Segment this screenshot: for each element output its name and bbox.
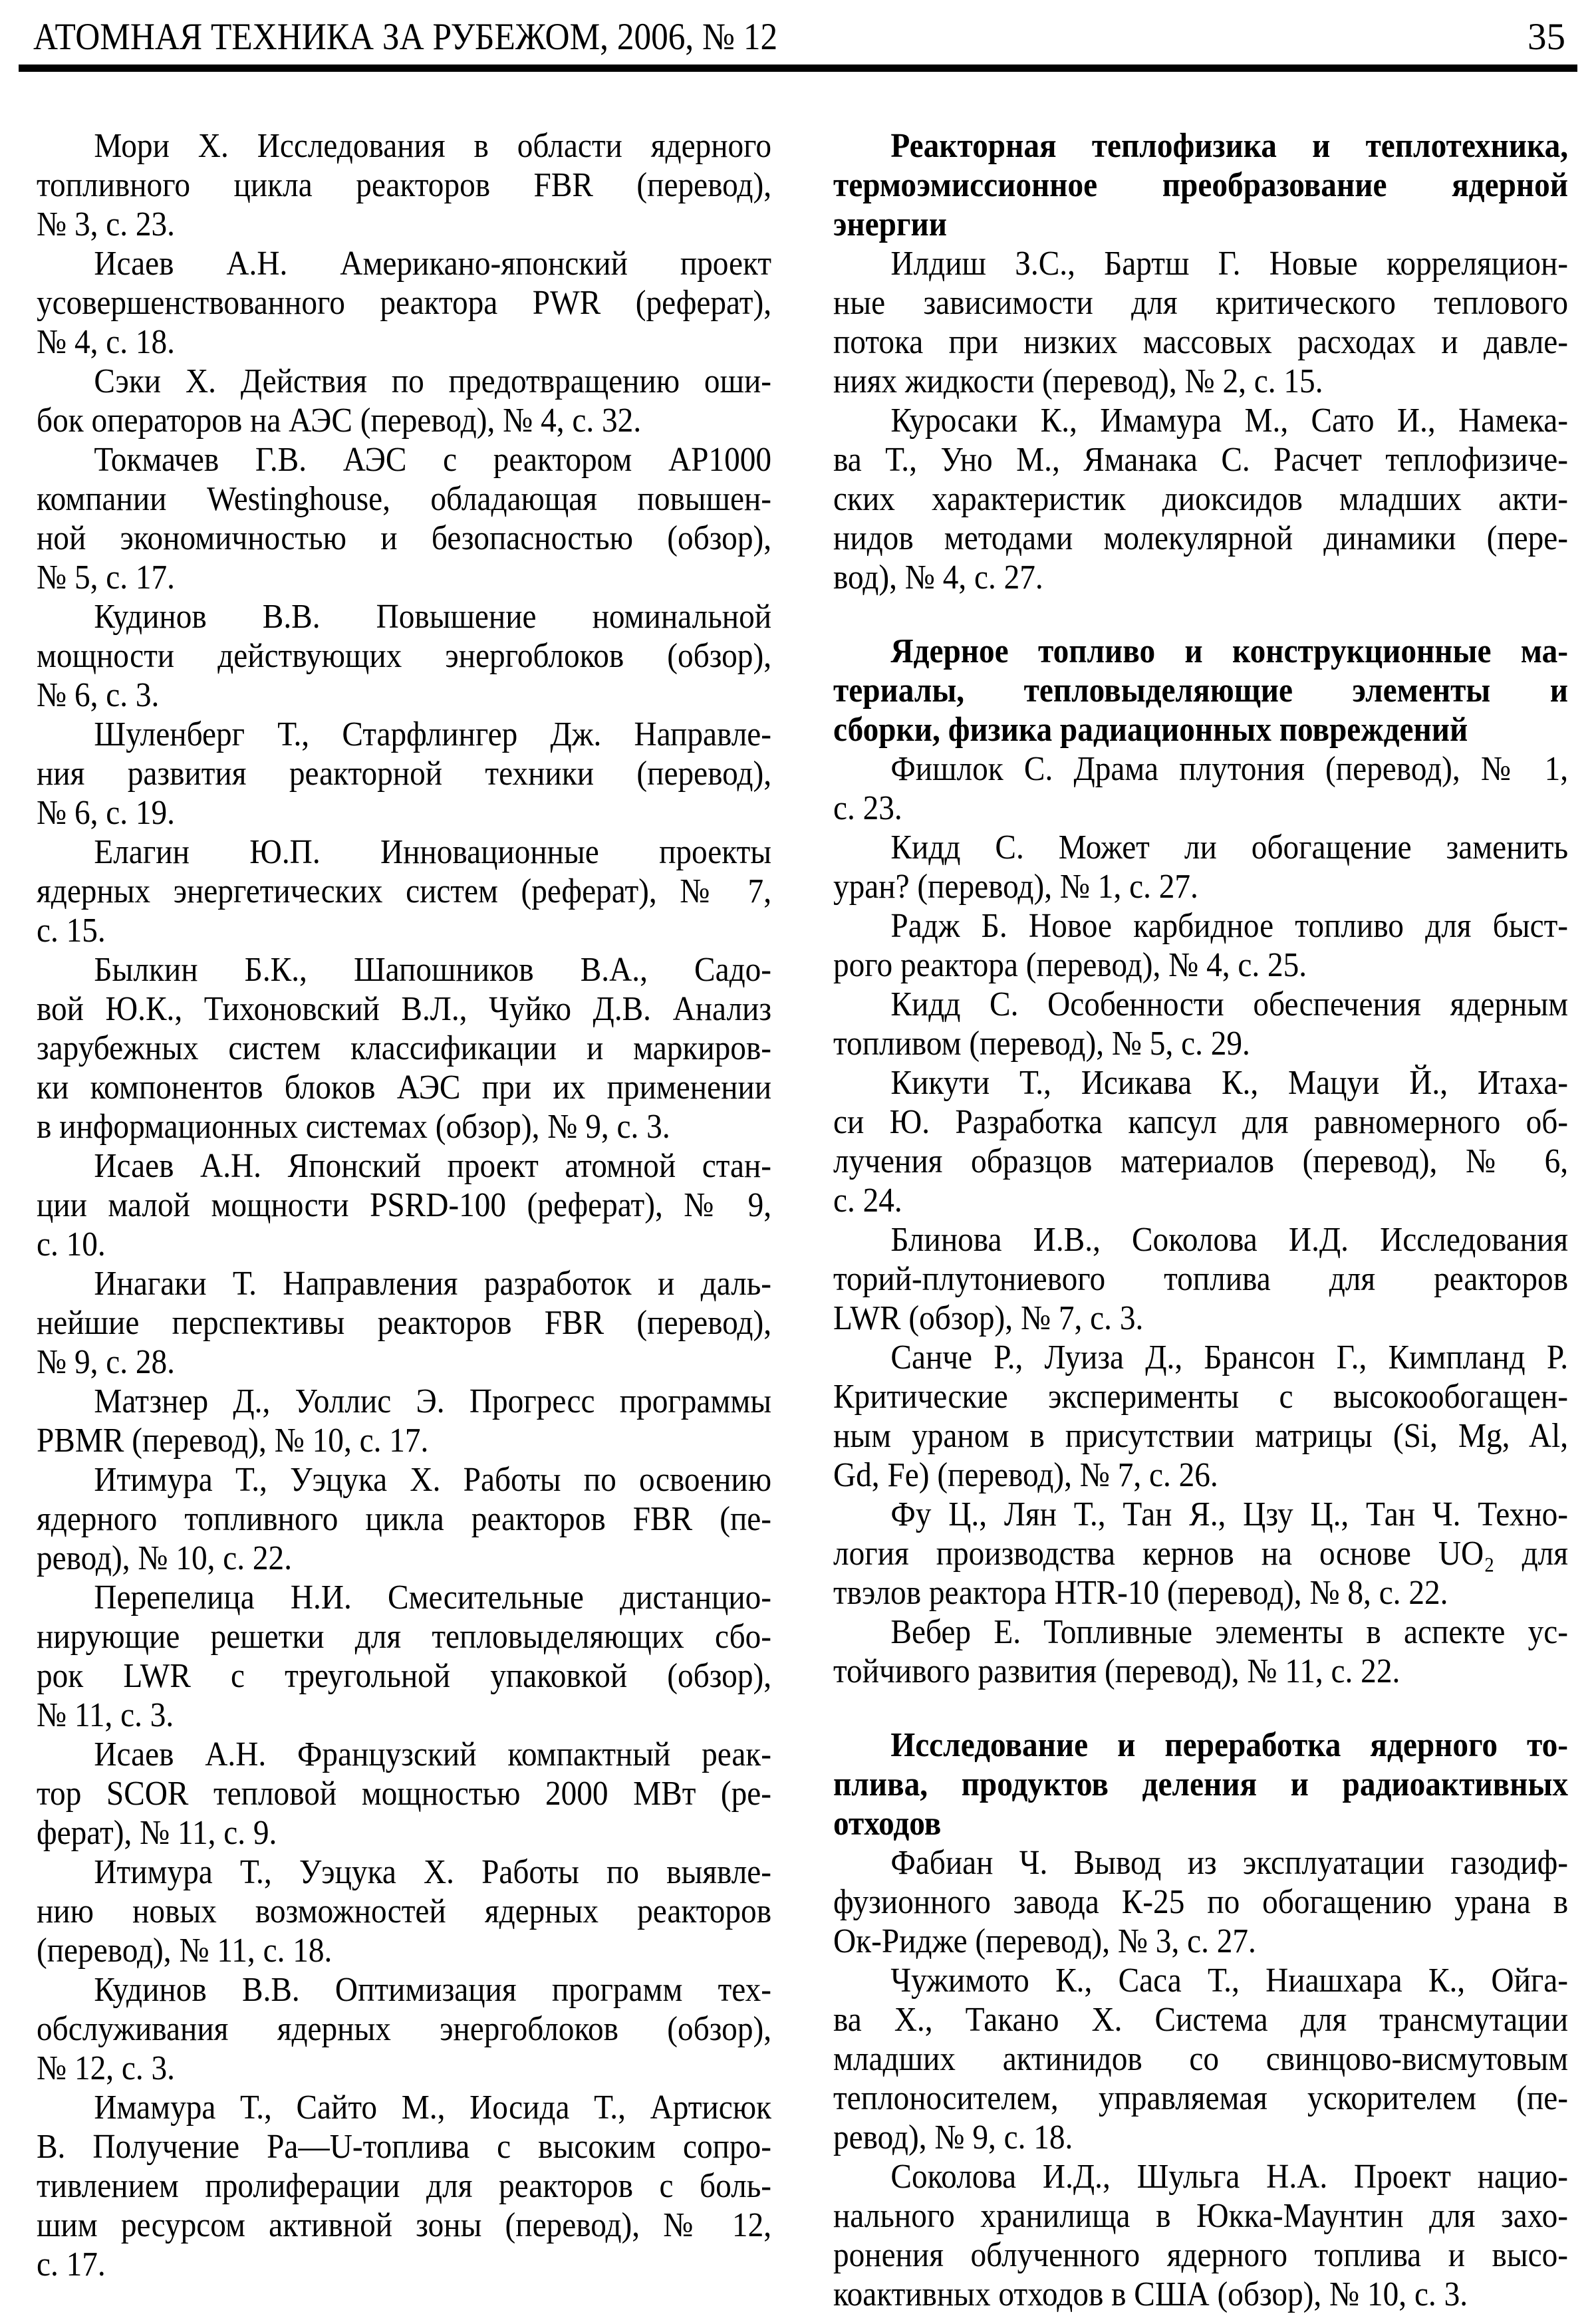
entry-line: № 5, с. 17.: [37, 559, 176, 596]
entry-line: Сэки Х. Действия по предотвращению оши-: [94, 362, 772, 400]
entry-line: № 4, с. 18.: [37, 323, 176, 361]
bibliography-entry: [833, 2157, 1568, 2314]
entry-line: твэлов реактора HTR-10 (перевод), № 8, с. 22.: [833, 1574, 1448, 1612]
entry-line: ной экономичностью и безопасностью (обзор),: [37, 519, 772, 557]
entry-line: Елагин Ю.П. Инновационные проекты: [94, 833, 772, 871]
bibliography-entry: [37, 362, 771, 440]
entry-line: ниях жидкости (перевод), № 2, с. 15.: [833, 362, 1323, 400]
entry-line: (перевод), № 11, с. 18.: [37, 1932, 332, 1970]
entry-line: Матзнер Д., Уоллис Э. Прогресс программы: [94, 1382, 772, 1420]
heading-line: Реакторная теплофизика и теплотехника,: [890, 127, 1569, 165]
entry-line: потока при низких массовых расходах и давле-: [833, 323, 1569, 361]
entry-line: Куросаки К., Имамура М., Сато И., Намека-: [890, 402, 1569, 440]
entry-line: № 6, с. 19.: [37, 794, 176, 832]
entry-line: в информационных системах (обзор), № 9, с. 3.: [37, 1108, 670, 1146]
entry-line: ным ураном в присутствии матрицы (Si, Mg, Al,: [833, 1417, 1569, 1455]
bibliography-entry: [37, 1460, 771, 1578]
entry-line: Кудинов В.В. Повышение номинальной: [94, 598, 772, 636]
entry-line: нирующие решетки для тепловыделяющих сбо-: [37, 1618, 772, 1656]
bibliography-entry: [37, 1853, 771, 1970]
entry-line: си Ю. Разработка капсул для равномерного об-: [833, 1103, 1569, 1141]
entry-line: Перепелица Н.И. Смесительные дистанцио-: [94, 1579, 772, 1616]
page-number: 35: [1528, 16, 1565, 58]
bibliography-entry: [37, 126, 771, 244]
heading-line: сборки, физика радиационных повреждений: [833, 711, 1468, 749]
entry-line: бок операторов на АЭС (перевод), № 4, с. 32.: [37, 402, 642, 440]
entry-line: Блинова И.В., Соколова И.Д. Исследования: [890, 1221, 1569, 1259]
entry-line: Вебер Е. Топливные элементы в аспекте ус-: [890, 1613, 1569, 1651]
entry-line: В. Получение Ра—U-топлива с высоким сопро-: [37, 2128, 772, 2166]
entry-line: топливом (перевод), № 5, с. 29.: [833, 1025, 1250, 1063]
entry-line: Шуленберг Т., Старфлингер Дж. Направле-: [94, 715, 772, 753]
bibliography-entry: [833, 1220, 1568, 1338]
entry-line: ва Х., Такано Х. Система для трансмутации: [833, 2001, 1569, 2039]
bibliography-entry: [833, 1843, 1568, 1961]
entry-line: компании Westinghouse, обладающая повышен-: [37, 480, 772, 518]
bibliography-entry: [833, 985, 1568, 1063]
bibliography-entry: [37, 440, 771, 597]
entry-line: коактивных отходов в США (обзор), № 10, с. 3.: [833, 2275, 1468, 2313]
entry-line: ва Т., Уно М., Яманака С. Расчет теплофизиче-: [833, 441, 1569, 479]
entry-line: нидов методами молекулярной динамики (пере-: [833, 519, 1569, 557]
entry-line: Ок-Ридже (перевод), № 3, с. 27.: [833, 1922, 1256, 1960]
entry-line: Кикути Т., Исикава К., Мацуи Й., Итаха-: [890, 1064, 1569, 1102]
entry-line: ревод), № 10, с. 22.: [37, 1539, 293, 1577]
bibliography-entry: [37, 833, 771, 950]
entry-line: Кидд С. Может ли обогащение заменить: [890, 829, 1569, 866]
heading-line: отходов: [833, 1805, 942, 1843]
entry-line: Gd, Fe) (перевод), № 7, с. 26.: [833, 1456, 1218, 1494]
entry-line: Итимура Т., Уэцука Х. Работы по освоению: [94, 1461, 772, 1499]
entry-line: вой Ю.К., Тихоновский В.Л., Чуйко Д.В. Анализ: [37, 990, 772, 1028]
entry-line: № 9, с. 28.: [37, 1343, 176, 1381]
section-heading: [833, 126, 1568, 244]
section-heading: [833, 1726, 1568, 1843]
entry-line: Санче Р., Луиза Д., Брансон Г., Кимпланд Р.: [890, 1339, 1569, 1376]
entry-line: фузионного завода К-25 по обогащению урана в: [833, 1883, 1569, 1921]
entry-line: Фишлок С. Драма плутония (перевод), № 1,: [890, 750, 1569, 788]
bibliography-entry: [833, 1338, 1568, 1495]
entry-line: вод), № 4, с. 27.: [833, 559, 1043, 596]
bibliography-entry: [37, 244, 771, 362]
entry-line: нейшие перспективы реакторов FBR (перевод),: [37, 1304, 772, 1342]
entry-line: с. 23.: [833, 789, 902, 827]
heading-line: Ядерное топливо и конструкционные ма-: [890, 632, 1569, 670]
entry-line: ских характеристик диоксидов младших акти-: [833, 480, 1569, 518]
entry-line: Фу Ц., Лян Т., Тан Я., Цзу Ц., Тан Ч. Техно-: [890, 1495, 1569, 1533]
bibliography-entry: [37, 1578, 771, 1735]
entry-line: Исаев А.Н. Японский проект атомной стан-: [94, 1147, 772, 1185]
entry-line: Мори Х. Исследования в области ядерного: [94, 127, 772, 165]
journal-header-line: АТОМНАЯ ТЕХНИКА ЗА РУБЕЖОМ, 2006, № 12: [33, 16, 778, 58]
bibliography-entry: [833, 828, 1568, 906]
left-column: [37, 126, 771, 2284]
bibliography-entry: [37, 2088, 771, 2284]
entry-line: тивлением пролиферации для реакторов с боль-: [37, 2167, 772, 2205]
entry-line: ния развития реакторной техники (перевод),: [37, 755, 772, 793]
bibliography-entry: [37, 1970, 771, 2088]
entry-line: уран? (перевод), № 1, с. 27.: [833, 868, 1198, 906]
entry-line: Критические эксперименты с высокообогащен-: [833, 1378, 1569, 1416]
entry-line: ревод), № 9, с. 18.: [833, 2119, 1073, 2156]
entry-line: Былкин Б.К., Шапошников В.А., Садо-: [94, 951, 772, 989]
bibliography-entry: [37, 1264, 771, 1382]
entry-line: рок LWR с треугольной упаковкой (обзор),: [37, 1657, 772, 1695]
entry-line: Кудинов В.В. Оптимизация программ тех-: [94, 1971, 772, 2009]
heading-line: энергии: [833, 205, 947, 243]
entry-line: Илдиш З.С., Бартш Г. Новые корреляцион-: [890, 245, 1569, 283]
bibliography-entry: [833, 244, 1568, 401]
entry-line: Кидд С. Особенности обеспечения ядерным: [890, 985, 1569, 1023]
entry-line: PBMR (перевод), № 10, с. 17.: [37, 1422, 429, 1460]
entry-line: LWR (обзор), № 7, с. 3.: [833, 1299, 1144, 1337]
entry-line: Соколова И.Д., Шульга Н.А. Проект нацио-: [890, 2158, 1569, 2196]
entry-line: Токмачев Г.В. АЭС с реактором АР1000: [94, 441, 772, 479]
entry-line: лучения образцов материалов (перевод), № 6,: [833, 1142, 1569, 1180]
entry-line: ядерного топливного цикла реакторов FBR (пе-: [37, 1500, 772, 1538]
entry-line: мощности действующих энергоблоков (обзор),: [37, 637, 772, 675]
entry-line: тор SCOR тепловой мощностью 2000 МВт (ре-: [37, 1775, 772, 1813]
right-column: [833, 126, 1568, 2314]
entry-line: с. 10.: [37, 1226, 106, 1263]
bibliography-entry: [37, 950, 771, 1146]
heading-line: териалы, тепловыделяющие элементы и: [833, 672, 1569, 710]
entry-line: нального хранилища в Юкка-Маунтин для захо-: [833, 2197, 1569, 2235]
entry-line: с. 15.: [37, 912, 106, 950]
entry-line: Имамура Т., Сайто М., Иосида Т., Артисюк: [94, 2089, 772, 2127]
bibliography-entry: [833, 1063, 1568, 1220]
heading-line: Исследование и переработка ядерного то-: [890, 1726, 1569, 1764]
entry-line: с. 17.: [37, 2246, 106, 2283]
header-divider-rule: [19, 65, 1577, 72]
entry-line: с. 24.: [833, 1182, 902, 1220]
entry-line: Радж Б. Новое карбидное топливо для быст-: [890, 907, 1569, 945]
entry-line: Исаев А.Н. Французский компактный реак-: [94, 1736, 772, 1773]
entry-line: ные зависимости для критического теплового: [833, 284, 1569, 322]
entry-line: № 3, с. 23.: [37, 205, 176, 243]
bibliography-entry: [37, 1735, 771, 1853]
entry-line: теплоносителем, управляемая ускорителем (пе-: [833, 2079, 1569, 2117]
entry-line: № 11, с. 3.: [37, 1696, 174, 1734]
entry-line: обслуживания ядерных энергоблоков (обзор),: [37, 2010, 772, 2048]
entry-line: Инагаки Т. Направления разработок и даль-: [94, 1265, 772, 1303]
heading-line: термоэмиссионное преобразование ядерной: [833, 166, 1569, 204]
entry-line: № 12, с. 3.: [37, 2049, 176, 2087]
entry-line: ронения облученного ядерного топлива и высо-: [833, 2236, 1569, 2274]
entry-line: торий-плутониевого топлива для реакторов: [833, 1260, 1569, 1298]
entry-line: тойчивого развития (перевод), № 11, с. 22.: [833, 1652, 1400, 1690]
bibliography-entry: [833, 749, 1568, 828]
entry-line: ядерных энергетических систем (реферат), № 7,: [37, 872, 772, 910]
entry-line: рого реактора (перевод), № 4, с. 25.: [833, 946, 1307, 984]
entry-line: ки компонентов блоков АЭС при их применении: [37, 1069, 772, 1106]
entry-line: топливного цикла реакторов FBR (перевод),: [37, 166, 772, 204]
entry-line: Исаев А.Н. Американо-японский проект: [94, 245, 772, 283]
entry-line: усовершенствованного реактора PWR (реферат),: [37, 284, 772, 322]
entry-line: нию новых возможностей ядерных реакторов: [37, 1892, 772, 1930]
bibliography-entry: [37, 715, 771, 833]
bibliography-entry: [833, 1613, 1568, 1691]
section-heading: [833, 632, 1568, 749]
heading-line: плива, продуктов деления и радиоактивных: [833, 1765, 1569, 1803]
entry-line: Чужимото К., Саса Т., Ниашхара К., Ойга-: [890, 1962, 1569, 2000]
entry-line: № 6, с. 3.: [37, 676, 160, 714]
entry-line: ферат), № 11, с. 9.: [37, 1814, 277, 1852]
entry-line: Фабиан Ч. Вывод из эксплуатации газодиф-: [890, 1844, 1569, 1882]
bibliography-entry: [37, 1382, 771, 1460]
entry-line: Итимура Т., Уэцука Х. Работы по выявле-: [94, 1853, 772, 1891]
bibliography-entry: [37, 597, 771, 715]
bibliography-entry: [833, 401, 1568, 597]
entry-line: младших актинидов со свинцово-висмутовым: [833, 2040, 1569, 2078]
bibliography-entry: [833, 906, 1568, 985]
bibliography-entry: [833, 1961, 1568, 2157]
entry-line: ции малой мощности PSRD-100 (реферат), № 9,: [37, 1186, 772, 1224]
entry-line: логия производства кернов на основе UO₂ для: [833, 1535, 1569, 1573]
entry-line: зарубежных систем классификации и маркиров-: [37, 1029, 772, 1067]
entry-line: шим ресурсом активной зоны (перевод), № 12,: [37, 2206, 772, 2244]
bibliography-entry: [833, 1495, 1568, 1613]
bibliography-entry: [37, 1146, 771, 1264]
